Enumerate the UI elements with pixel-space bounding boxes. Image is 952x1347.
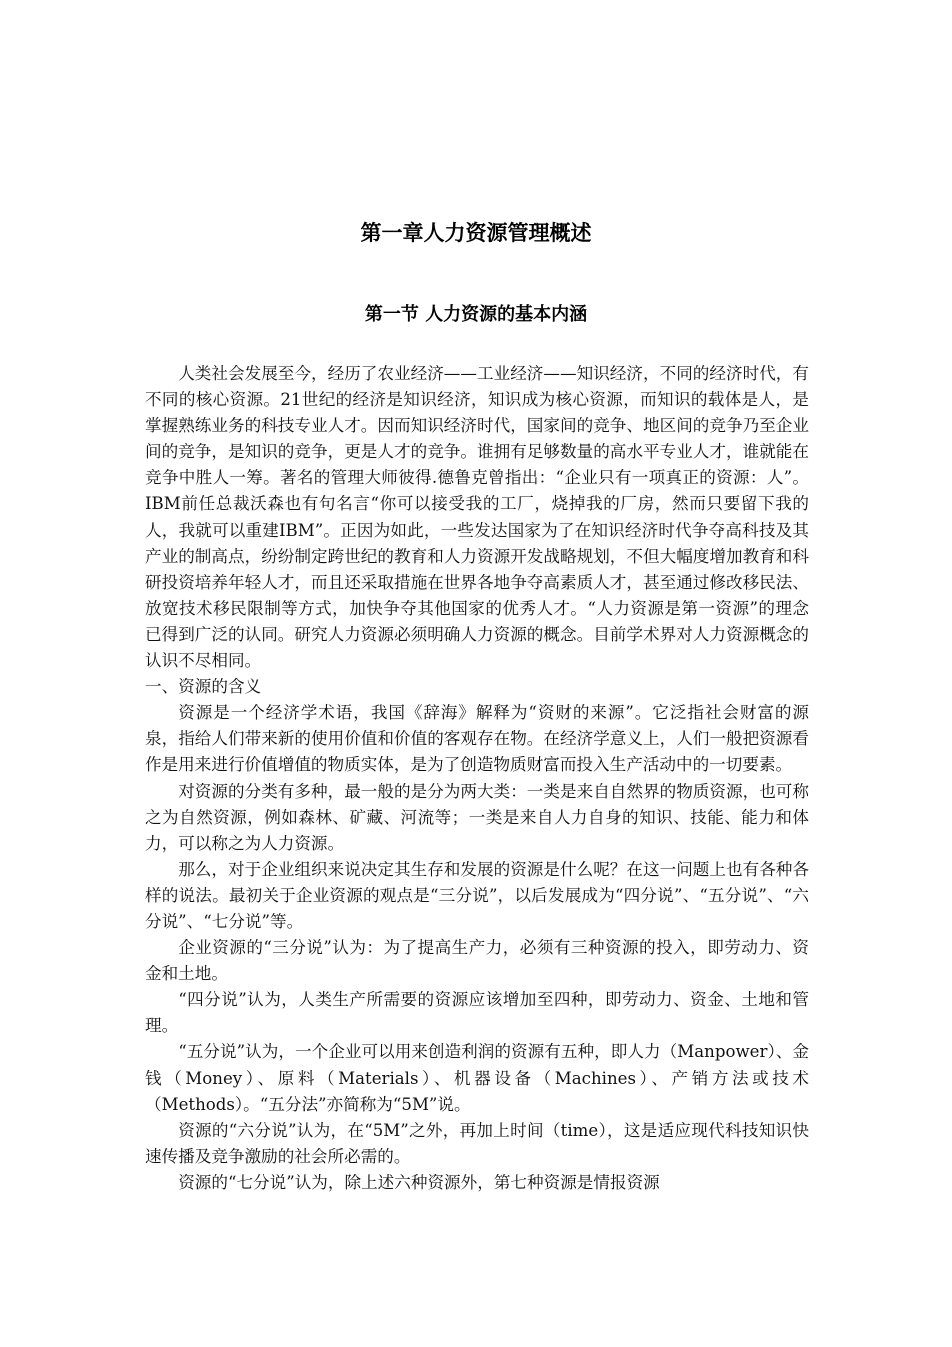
paragraph-six-part-theory: 资源的“六分说”认为，在“5M”之外，再加上时间（time），这是适应现代科技知识快速传播及竞争激励的社会所必需的。 bbox=[145, 1120, 809, 1166]
paragraph-five-part-theory: “五分说”认为，一个企业可以用来创造利润的资源有五种，即人力（Manpower）、金钱（Money）、原料（Materials）、机器设备（Machines）、产销方法或技术（Methods）。“五分法”亦简称为“5M”说。 bbox=[145, 1042, 809, 1114]
chapter-title: 第一章人力资源管理概述 bbox=[360, 221, 592, 245]
section-title: 第一节 人力资源的基本内涵 bbox=[364, 304, 588, 325]
paragraph-four-part-theory: “四分说”认为，人类生产所需要的资源应该增加至四种，即劳动力、资金、土地和管理。 bbox=[145, 990, 809, 1036]
paragraph-resource-definition: 资源是一个经济学术语，我国《辞海》解释为“资财的来源”。它泛指社会财富的源泉，指给人们带来新的使用价值和价值的客观存在物。在经济学意义上，人们一般把资源看作是用来进行价值增值的物质实体，是为了创造物质财富而投入生产活动中的一切要素。 bbox=[145, 703, 809, 775]
paragraph-three-part-theory: 企业资源的“三分说”认为：为了提高生产力，必须有三种资源的投入，即劳动力、资金和土地。 bbox=[145, 938, 809, 984]
paragraph-seven-part-theory: 资源的“七分说”认为，除上述六种资源外，第七种资源是情报资源 bbox=[178, 1172, 660, 1192]
paragraph-resource-classification: 对资源的分类有多种，最一般的是分为两大类：一类是来自自然界的物质资源，也可称之为自然资源，例如森林、矿藏、河流等；一类是来自人力自身的知识、技能、能力和体力，可以称之为人力资源。 bbox=[145, 781, 809, 853]
subheading-resource-meaning: 一、资源的含义 bbox=[145, 677, 262, 697]
body-text bbox=[145, 361, 809, 1196]
paragraph-intro: 人类社会发展至今，经历了农业经济——工业经济——知识经济，不同的经济时代，有不同的核心资源。21世纪的经济是知识经济，知识成为核心资源，而知识的载体是人，是掌握熟练业务的科技专业人才。因而知识经济时代，国家间的竞争、地区间的竞争乃至企业间的竞争，是知识的竞争，更是人才的竞争。谁拥有足够数量的高水平专业人才，谁就能在竞争中胜人一筹。著名的管理大师彼得.德鲁克曾指出：“企业只有一项真正的资源：人”。IBM前任总裁沃森也有句名言“你可以接受我的工厂，烧掉我的厂房，然而只要留下我的人，我就可以重建IBM”。正因为如此，一些发达国家为了在知识经济时代争夺高科技及其产业的制高点，纷纷制定跨世纪的教育和人力资源开发战略规划，不但大幅度增加教育和科研投资培养年轻人才，而且还采取措施在世界各地争夺高素质人才，甚至通过修改移民法、放宽技术移民限制等方式，加快争夺其他国家的优秀人才。“人力资源是第一资源”的理念已得到广泛的认同。研究人力资源必须明确人力资源的概念。目前学术界对人力资源概念的认识不尽相同。 bbox=[145, 364, 809, 671]
paragraph-enterprise-resources: 那么，对于企业组织来说决定其生存和发展的资源是什么呢？在这一问题上也有各种各样的说法。最初关于企业资源的观点是“三分说”，以后发展成为“四分说”、“五分说”、“六分说”、“七分说”等。 bbox=[145, 859, 809, 931]
